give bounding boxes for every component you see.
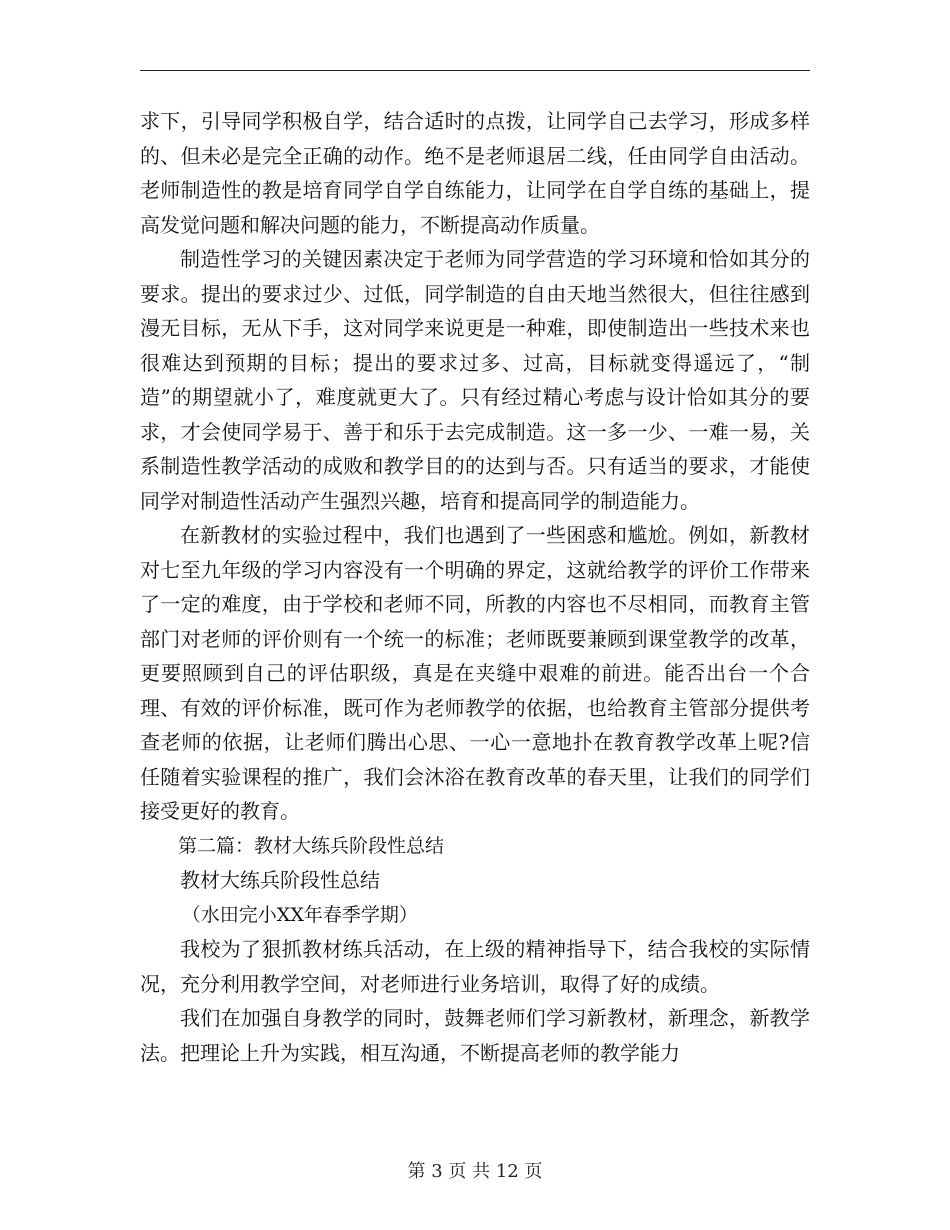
paragraph-difficulties: 在新教材的实验过程中，我们也遇到了一些困惑和尴尬。例如，新教材对七至九年级的学习内容没有一个明确的界定，这就给教学的评价工作带来了一定的难度，由于学校和老师不同，所教的内容也不尽相同，而教育主管部门对老师的评价则有一个统一的标准；老师既要兼顾到课堂教学的改革，更要照顾到自己的评估职级，真是在夹缝中艰难的前进。能否出台一个合理、有效的评价标准，既可作为老师教学的依据，也给教育主管部分提供考查老师的依据，让老师们腾出心思、一心一意地扑在教育教学改革上呢?信任随着实验课程的推广，我们会沐浴在教育改革的春天里，让我们的同学们接受更好的教育。 (140, 523, 810, 823)
header-rule (140, 70, 810, 71)
section-note: （水田完小XX年春季学期） (181, 903, 418, 926)
document-body (140, 104, 810, 1070)
section-title: 教材大练兵阶段性总结 (180, 868, 380, 892)
page-number-footer: 第 3 页 共 12 页 (407, 1161, 543, 1182)
paragraph-continued: 求下，引导同学积极自学，结合适时的点拨，让同学自己去学习，形成多样的、但未必是完全正确的动作。绝不是老师退居二线，任由同学自由活动。老师制造性的教是培育同学自学自练能力，让同学在自学自练的基础上，提高发觉问题和解决问题的能力，不断提高动作质量。 (140, 109, 810, 237)
paragraph-school-training: 我校为了狠抓教材练兵活动，在上级的精神指导下，结合我校的实际情况，充分利用教学空间，对老师进行业务培训，取得了好的成绩。 (140, 937, 810, 996)
section-heading: 第二篇：教材大练兵阶段性总结 (178, 834, 445, 857)
paragraph-requirements: 制造性学习的关键因素决定于老师为同学营造的学习环境和恰如其分的要求。提出的要求过少、过低，同学制造的自由天地当然很大，但往往感到漫无目标，无从下手，这对同学来说更是一种难，即使制造出一些技术来也很难达到预期的目标；提出的要求过多、过高，目标就变得遥远了，“制造”的期望就小了，难度就更大了。只有经过精心考虑与设计恰如其分的要求，才会使同学易于、善于和乐于去完成制造。这一多一少、一难一易，关系制造性教学活动的成败和教学目的的达到与否。只有适当的要求，才能使同学对制造性活动产生强烈兴趣，培育和提高同学的制造能力。 (140, 247, 810, 513)
paragraph-teaching-ability: 我们在加强自身教学的同时，鼓舞老师们学习新教材，新理念，新教学法。把理论上升为实践，相互沟通，不断提高老师的教学能力 (140, 1006, 810, 1065)
